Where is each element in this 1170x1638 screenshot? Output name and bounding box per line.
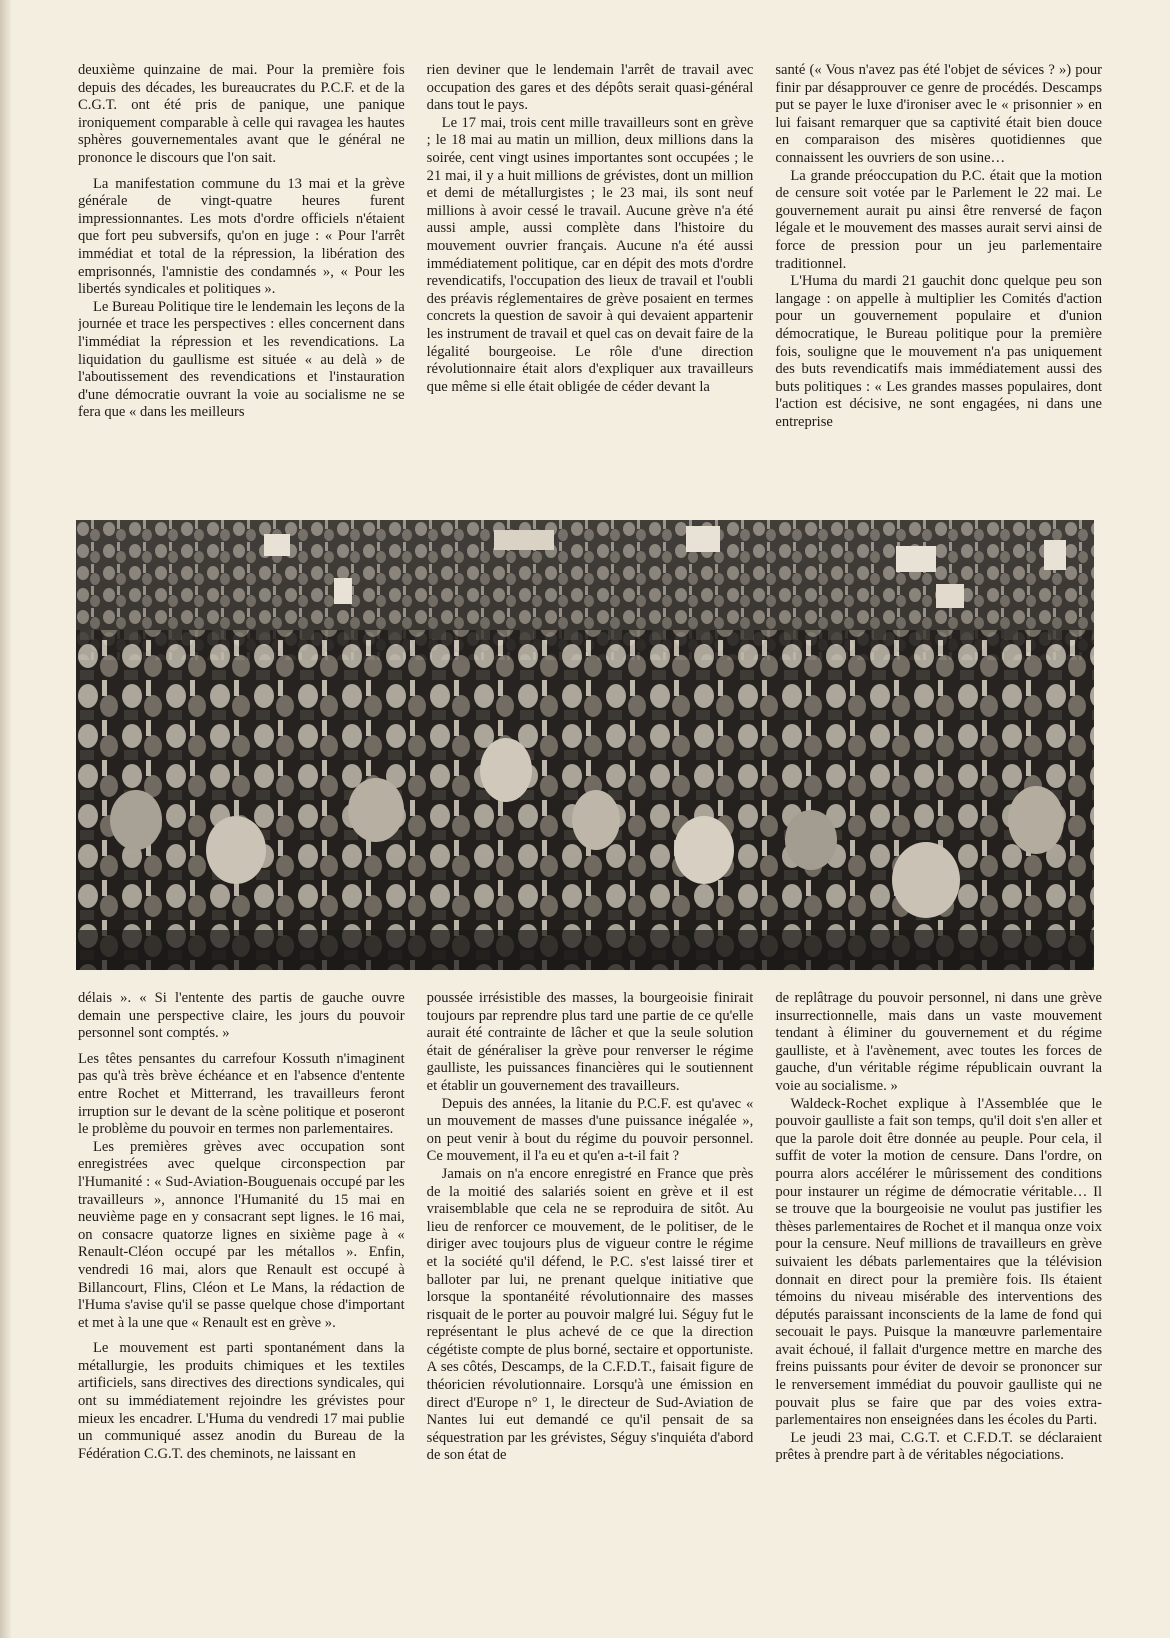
crowd-photo [76,520,1094,970]
paragraph: Les têtes pensantes du carrefour Kossuth n'imaginent pas qu'à très brève échéance et en l'absence d'entente entre Rochet et Mitterrand, les travailleurs feront irruption sur le devant de la scène politique et poseront le problème du pouvoir en termes non parlementaires. [78,1050,405,1138]
paragraph: Le 17 mai, trois cent mille travailleurs sont en grève ; le 18 mai au matin un million, deux millions dans la soirée, cent vingt usines importantes sont occupées ; le 21 mai, il y a huit millions de grévistes, dont un million et demi de métallurgistes ; le 23 mai, ils sont neuf millions à avoir cessé le travail. Aucune grève n'a été aussi ample, aussi complète dans l'histoire du mouvement ouvrier français. Aucune n'a été aussi immédiatement politique, car en dépit des mots d'ordre revendicatifs, l'occupation des lieux de travail et l'oubli des préavis réglementaires de grève posaient en termes concrets la question de savoir à qui devaient appartenir les instrument de travail et quel cas on devait faire de la légalité bourgeoise. Le rôle d'une direction révolutionnaire était alors d'expliquer aux travailleurs que même si elle était obligée de céder devant la [426,114,754,395]
bottom-column-1 [78,990,405,1616]
bottom-column-2 [427,990,754,1616]
paragraph: rien deviner que le lendemain l'arrêt de travail avec occupation des gares et des dépôts serait quasi-général dans tout le pays. [426,62,754,114]
paragraph: Waldeck-Rochet explique à l'Assemblée que le pouvoir gaulliste a fait son temps, qu'il doit s'en aller et que la parole doit être donnée au peuple. Pour cela, il suffit de voter la motion de censure. Dans l'ordre, on pourra alors accélérer le mûrissement des conditions pour instaurer un régime de démocratie véritable… Il se trouve que la bourgeoisie ne voulut pas justifier les thèses parlementaires de Rochet et il manqua onze voix pour la censure. Neuf millions de travailleurs en grève suivaient les débats parlementaires que la télévision donnait en direct pour la première fois. Ils étaient témoins du niveau misérable des interventions des députés paraissant inconscients de la lame de fond qui secouait le pays. Puisque la manœuvre parlementaire avait échoué, il fallait d'urgence mettre en marche des freins puissants pour éviter de devoir se prononcer sur le renversement immédiat du pouvoir gaulliste qui ne pouvait plus se faire que par des voies extra-parlementaires non enseignées dans les écoles du Parti. [775,1095,1103,1429]
top-column-1 [78,62,405,512]
paragraph: La manifestation commune du 13 mai et la grève générale de vingt-quatre heures furent impressionnantes. Les mots d'ordre officiels n'étaient que fort peu subversifs, qu'on en juge : « Pour l'arrêt immédiat et total de la répression, la libération des emprisonnés, l'amnistie des condamnés », « Pour les libertés syndicales et politiques ». [78,175,405,298]
paragraph: délais ». « Si l'entente des partis de gauche ouvre demain une perspective claire, les jours du pouvoir personnel sont comptés. » [78,990,405,1042]
paragraph: Depuis des années, la litanie du P.C.F. est qu'avec « un mouvement de masses d'une puissance inégalée », on peut venir à bout du régime du pouvoir personnel. Ce mouvement, il l'a eu et qu'en a-t-il fait ? [426,1095,754,1165]
top-column-2 [427,62,754,512]
bottom-column-3 [775,990,1102,1616]
bottom-text-block [78,990,1102,1616]
paragraph: santé (« Vous n'avez pas été l'objet de sévices ? ») pour finir par désapprouver ce genre de procédés. Descamps put se payer le luxe d'ironiser avec le « prisonnier » en lui faisant remarquer que sa captivité était bien douce en comparaison des misères quotidiennes que connaissent les ouvriers de son usine… [775,62,1103,166]
paragraph: L'Huma du mardi 21 gauchit donc quelque peu son langage : on appelle à multiplier les Comités d'action pour un gouvernement populaire et d'union démocratique, le Bureau politique pour la première fois, souligne que le mouvement n'a pas uniquement des buts revendicatifs mais immédiatement aussi des buts politiques : « Les grandes masses populaires, dont l'action est décisive, ne sont engagées, ni dans une entreprise [775,273,1103,430]
paragraph: Jamais on n'a encore enregistré en France que près de la moitié des salariés soient en grève et il est vraisemblable que cela ne se reproduira de sitôt. Au lieu de renforcer ce mouvement, de le politiser, de le diriger avec toujours plus de vigueur contre le régime et la société qu'il défend, le P.C. s'est laissé tirer et balloter par lui, ne prenant quelque initiative que lorsque la spontanéité révolutionnaire des masses risquait de le porter au pouvoir malgré lui. Séguy fut le représentant le plus achevé de ce que la direction cégétiste compte de plus borné, sectaire et opportuniste. A ses côtés, Descamps, de la C.F.D.T., faisait figure de théoricien révolutionnaire. Lorsqu'à une émission en direct d'Europe n° 1, le directeur de Sud-Aviation de Nantes lui eut demandé ce qu'il pensait de sa séquestration par les grévistes, Séguy s'inquiéta d'abord de son état de [426,1165,754,1464]
paragraph: Le mouvement est parti spontanément dans la métallurgie, les produits chimiques et les textiles artificiels, sans directives des directions syndicales, qui ont su immédiatement rejoindre les grévistes pour mieux les encadrer. L'Huma du vendredi 17 mai publie un communiqué assez anodin du Bureau de la Fédération C.G.T. des cheminots, ne laissant en [78,1340,405,1462]
top-column-3 [775,62,1102,512]
paragraph: Le Bureau Politique tire le lendemain les leçons de la journée et trace les perspectives : elles concernent dans l'immédiat la répression et les revendications. La liquidation du gaullisme est située « au delà » de l'aboutissement des revendications et l'instauration d'une démocratie ouvrant la voie au socialisme ne se fera que « dans les meilleurs [78,298,405,421]
paragraph: poussée irrésistible des masses, la bourgeoisie finirait toujours par reprendre plus tard une partie de ce qu'elle aurait été contrainte de lâcher et que la seule solution était de généraliser la grève pour renverser le régime gaulliste, les puissances financières qui le soutiennent et établir un gouvernement des travailleurs. [426,990,754,1094]
crowd-photo-image [76,520,1094,970]
paragraph: Le jeudi 23 mai, C.G.T. et C.F.D.T. se déclaraient prêtes à prendre part à de véritables négociations. [775,1429,1103,1464]
paragraph: de replâtrage du pouvoir personnel, ni dans une grève insurrectionnelle, mais dans un vaste mouvement tendant à éliminer du gouvernement et du régime gaulliste, et à l'avènement, avec toutes les forces de gauche, d'un véritable régime républicain ouvrant la voie au socialisme. » [775,990,1103,1094]
paragraph: La grande préoccupation du P.C. était que la motion de censure soit votée par le Parlement le 22 mai. Le gouvernement aurait pu ainsi être renversé de façon légale et le mouvement des masses aurait servi ainsi de force de pression pour un jeu parlementaire traditionnel. [775,167,1103,272]
paragraph: deuxième quinzaine de mai. Pour la première fois depuis des décades, les bureaucrates du P.C.F. et de la C.G.T. ont été pris de panique, une panique ironiquement comparable à celle qui ravagea les hautes sphères gouvernementales avant que le général ne prononce le discours que l'on sait. [78,62,405,166]
top-text-block [78,62,1102,512]
paragraph: Les premières grèves avec occupation sont enregistrées avec quelque circonspection par l'Humanité : « Sud-Aviation-Bouguenais occupé par les travailleurs », annonce l'Humanité du 15 mai en neuvième page en y consacrant sept lignes. le 16 mai, on consacre quatorze lignes en sixième page à « Renault-Cléon occupé par les métallos ». Enfin, vendredi 16 mai, alors que Renault est occupé à Billancourt, Flins, Cléon et Le Mans, la rédaction de l'Huma s'avise qu'il se passe quelque chose d'important et met à la une que « Renault est en grève ». [78,1138,405,1331]
page-fold-shadow [0,0,12,1638]
